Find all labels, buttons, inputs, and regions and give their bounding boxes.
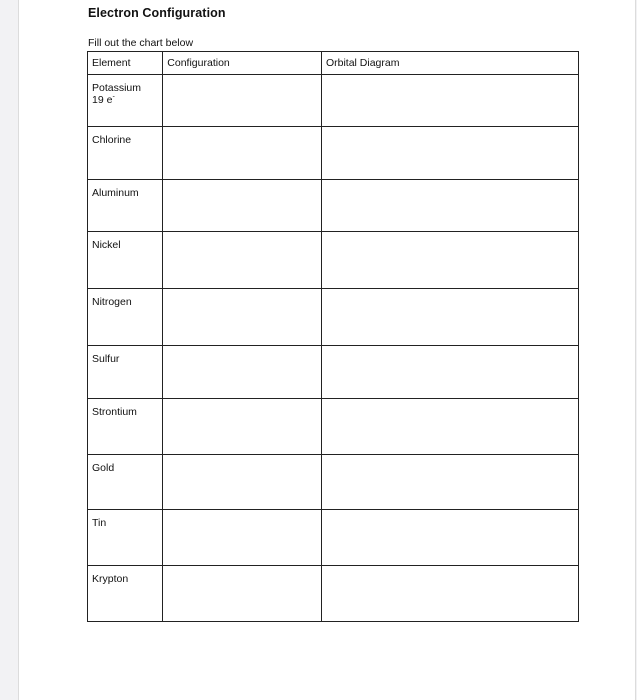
electron-configuration-table <box>87 51 579 622</box>
configuration-cell[interactable] <box>163 180 322 232</box>
orbital-diagram-cell[interactable] <box>321 455 578 510</box>
element-cell: Strontium <box>88 399 163 455</box>
header-orbital-diagram: Orbital Diagram <box>321 52 578 75</box>
orbital-diagram-cell[interactable] <box>321 566 578 622</box>
element-cell: Aluminum <box>88 180 163 232</box>
configuration-cell[interactable] <box>163 127 322 180</box>
table-row <box>88 127 579 180</box>
configuration-cell[interactable] <box>163 346 322 399</box>
element-cell <box>88 75 163 127</box>
element-cell: Krypton <box>88 566 163 622</box>
instruction-text: Fill out the chart below <box>88 37 194 49</box>
document-title: Electron Configuration <box>88 6 226 20</box>
configuration-cell[interactable] <box>163 510 322 566</box>
electron-count: 19 e <box>92 94 113 106</box>
configuration-cell[interactable] <box>163 75 322 127</box>
orbital-diagram-cell[interactable] <box>321 289 578 346</box>
table-row <box>88 289 579 346</box>
electron-charge-superscript: - <box>112 93 115 101</box>
orbital-diagram-cell[interactable] <box>321 75 578 127</box>
header-element: Element <box>88 52 163 75</box>
element-name: Potassium <box>92 82 142 94</box>
configuration-cell[interactable] <box>163 566 322 622</box>
configuration-cell[interactable] <box>163 399 322 455</box>
table-row <box>88 455 579 510</box>
table-row <box>88 75 579 127</box>
orbital-diagram-cell[interactable] <box>321 232 578 289</box>
configuration-cell[interactable] <box>163 232 322 289</box>
table-row <box>88 510 579 566</box>
element-cell: Tin <box>88 510 163 566</box>
element-cell: Chlorine <box>88 127 163 180</box>
element-cell: Sulfur <box>88 346 163 399</box>
table-row <box>88 346 579 399</box>
orbital-diagram-cell[interactable] <box>321 510 578 566</box>
element-cell: Gold <box>88 455 163 510</box>
header-configuration: Configuration <box>163 52 322 75</box>
table-row <box>88 232 579 289</box>
orbital-diagram-cell[interactable] <box>321 346 578 399</box>
configuration-cell[interactable] <box>163 289 322 346</box>
table-row <box>88 399 579 455</box>
table-row <box>88 180 579 232</box>
orbital-diagram-cell[interactable] <box>321 399 578 455</box>
configuration-cell[interactable] <box>163 455 322 510</box>
table-header-row <box>88 52 579 75</box>
orbital-diagram-cell[interactable] <box>321 127 578 180</box>
element-cell: Nitrogen <box>88 289 163 346</box>
element-cell: Nickel <box>88 232 163 289</box>
table-row <box>88 566 579 622</box>
orbital-diagram-cell[interactable] <box>321 180 578 232</box>
